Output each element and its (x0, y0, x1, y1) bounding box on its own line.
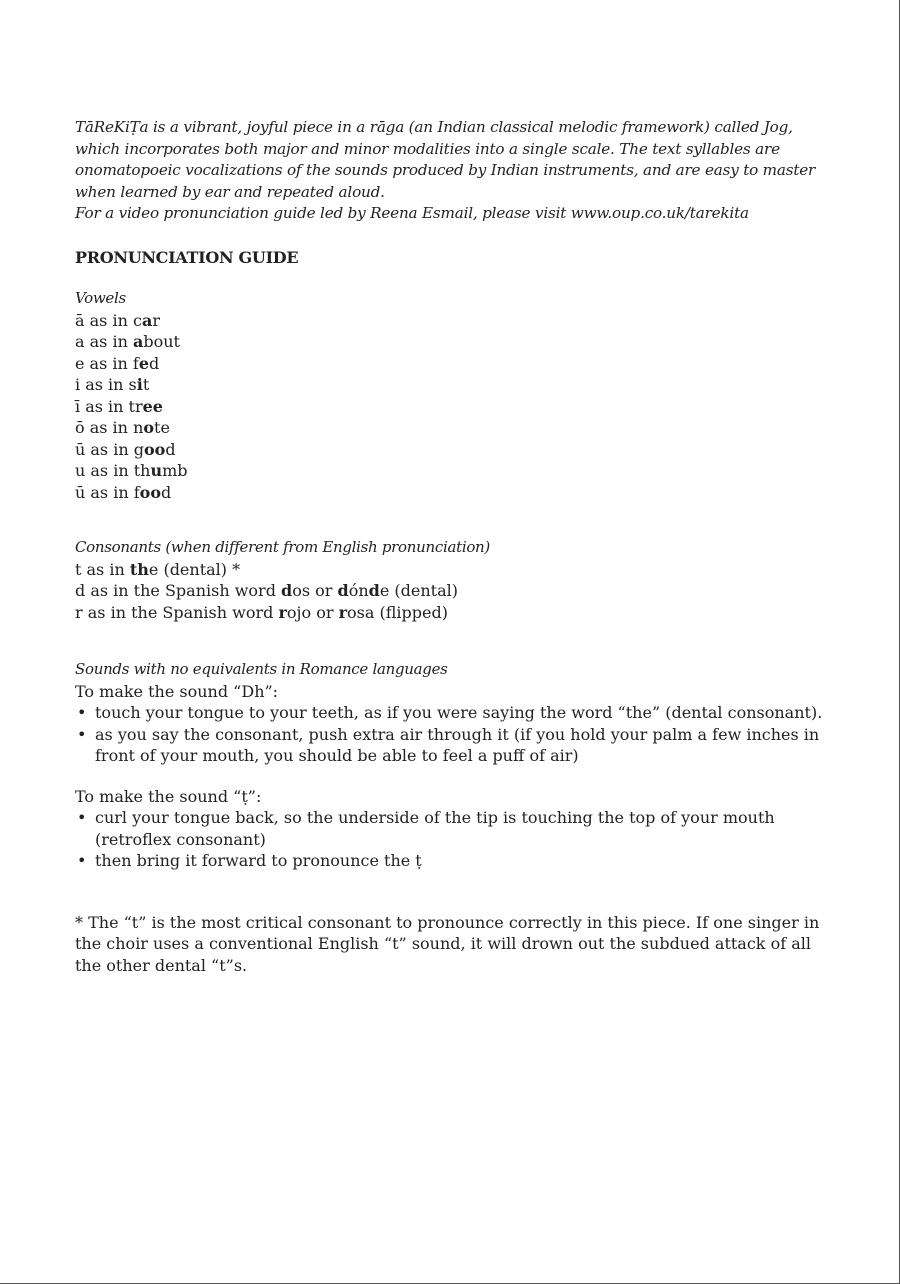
dh-bullet-list (75, 702, 835, 767)
romance-title: Sounds with no equivalents in Romance languages (75, 660, 448, 678)
consonant-item: d as in the Spanish word dos or dónde (dental) (75, 581, 458, 600)
consonant-item: t as in the (dental) * (75, 559, 241, 579)
footnote: * The “t” is the most critical consonant to pronounce correctly in this piece. If one singer in the choir uses a conventional English “t” sound, it will drown out the subdued attack of all the other dental “t”s. (75, 912, 820, 975)
t-intro: To make the sound “ṭ”: (75, 786, 262, 806)
consonants-title: Consonants (when different from English pronunciation) (75, 538, 490, 556)
vowel-item: e as in fed (75, 353, 160, 373)
list-item: • as you say the consonant, push extra air through it (if you hold your palm a few inches in front of your mouth, you should be able to feel a puff of air) (75, 724, 835, 767)
intro-section (75, 117, 835, 225)
vowel-item: ū as in good (75, 439, 176, 459)
document-page (75, 117, 835, 976)
list-item: • touch your tongue to your teeth, as if you were saying the word “the” (dental consonant). (75, 702, 835, 724)
romance-section (75, 659, 835, 872)
list-item: • then bring it forward to pronounce the ṭ (75, 850, 835, 872)
consonant-item: r as in the Spanish word rojo or rosa (flipped) (75, 602, 448, 622)
consonants-section (75, 537, 835, 623)
vowel-item: ā as in car (75, 310, 160, 330)
vowel-item: ī as in tree (75, 396, 163, 416)
list-item: • curl your tongue back, so the underside of the tip is touching the top of your mouth (retroflex consonant) (75, 807, 835, 850)
intro-paragraph: TāReKiṬa is a vibrant, joyful piece in a rāga (an Indian classical melodic framework) called Jog, which incorporates both major and minor modalities into a single scale. The text syllables are onomatopoeic vocalizations of the sounds produced by Indian instruments, and are easy to master when learned by ear and repeated aloud. (75, 118, 816, 201)
vowel-item: ō as in note (75, 418, 170, 437)
vowels-title: Vowels (75, 289, 126, 307)
pronunciation-guide-heading: PRONUNCIATION GUIDE (75, 247, 299, 267)
vowel-item: u as in thumb (75, 461, 188, 480)
vowel-item: ū as in food (75, 482, 172, 502)
video-guide-line: For a video pronunciation guide led by Reena Esmail, please visit www.oup.co.uk/tarekita (75, 204, 749, 222)
t-bullet-list (75, 807, 835, 872)
vowel-item: i as in sit (75, 375, 150, 394)
vowel-item: a as in about (75, 332, 180, 351)
dh-intro: To make the sound “Dh”: (75, 681, 279, 701)
vowels-section (75, 288, 835, 503)
